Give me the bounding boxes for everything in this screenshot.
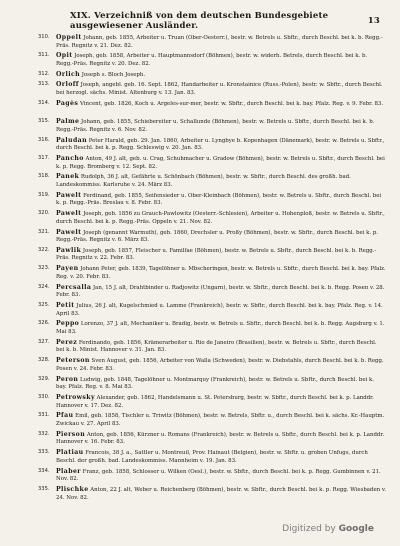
entry-details: Joseph, geb. 1856 zu Grauch-Pawlowitz (Oesterr.-Schlesien), Arbeiter u. Hohenploß, bestr. w. Betrels u. Sbftr., durch Beschl. bei k. p. Regg.-Präs. Oppeln v. 21. Nov. 82. [56, 211, 385, 225]
entry-surname: Petrowsky [56, 394, 95, 402]
entry-surname: Panek [56, 173, 80, 181]
list-item [38, 356, 386, 374]
entry-surname: Pawelt [56, 210, 82, 218]
entry-details: Julius, 26 J. alt, Kugelschmied u. Lamme (Frankreich), bestr. w. Sbftr., durch Beschl. bei k. bay. Pfalz. Reg. v. 14. April 83. [56, 303, 383, 317]
entry-text [56, 284, 386, 300]
entry-details: Vincent, geb. 1826, Koch u. Argeles-sur-mer, bestr. w. Sbftr., durch Beschl. bei k. bay. Pfalz. Reg. v. 9. Febr. 83. [78, 100, 384, 107]
list-item [38, 154, 386, 172]
entry-surname: Peron [56, 375, 79, 383]
entry-details: Emil, geb. 1858, Tischler u. Triwitz (Böhmen), bestr. w. Betrels, Sbftr. u., durch Beschl. bei k. sächs. Kr.-Hauptm. Zwickau v. 27. April 83. [56, 413, 385, 427]
entry-details: Alexander, geb. 1862, Handelsmann u. St. Petersburg, bestr. w. Sbftr., durch Beschl. bei k. p. Landdr. Hannover v. 17. Dez. 82. [56, 395, 374, 409]
entry-text [56, 468, 386, 484]
list-item [38, 172, 386, 190]
entry-details: Anton, geb. 1856, Kürzner u. Romans (Frankreich), bestr. w. Betrels u. Sbftr., durch Beschl. bei k. p. Landdr. Hannover v. 16. Febr. 83. [56, 431, 385, 446]
entry-number: 311. [38, 52, 50, 59]
entry-details: Lorenzo, 37 J. alt, Mechaniker u. Bradig, bestr. w. Betrels u. Sbftr., durch Beschl. bei k. b. Regg. Augsburg v. 1. Mai 83. [56, 321, 385, 336]
entry-details: Rudolph, 36 J. alt, Gefährte u. Schönbach (Böhmen), bestr. w. Sbftr., durch Beschl. des großh. bad. Landeskommiss. Karlsruhe v. 24. März 83. [56, 174, 351, 188]
list-item [38, 283, 386, 301]
entry-number: 316. [38, 136, 50, 143]
entry-details: Ludwig, geb. 1848, Tagelöhner u. Montmarquy (Frankreich), bestr. w. Betrels u. Sbftr., durch Beschl. bei k. bay. Pfalz. Reg. v. 8. Mai 83. [56, 376, 374, 391]
entry-text [56, 486, 386, 502]
entry-details: Johann Peter, geb. 1839, Tagelöhner u. Mbscheringen, bestr. w. Betrels u. Sbftr., durch Beschl. bei k. bay. Pfalz. Reg. v. 20. Febr. 83. [56, 266, 386, 280]
entry-surname: Pancho [56, 154, 84, 162]
entry-text [56, 173, 386, 189]
entry-surname: Orloff [56, 81, 79, 89]
entry-text [56, 71, 386, 79]
entry-surname: Peterson [56, 357, 90, 365]
page-title: XIX. Verzeichniß von dem deutschen Bundesgebiete ausgewiesener Ausländer. [70, 11, 329, 31]
entry-number: 313. [38, 81, 50, 88]
entry-text [56, 34, 386, 50]
entry-surname: Percsalla [56, 283, 92, 291]
entry-number: 323. [38, 265, 50, 272]
entry-text [56, 210, 386, 226]
entry-text [56, 394, 386, 410]
entry-text [56, 192, 386, 208]
entry-surname: Plaber [56, 467, 81, 475]
entry-number: 330. [38, 394, 50, 401]
entry-details: Ferdinand, geb. 1855, Seifensieder u. Ober-Kleinbach (Böhmen), bestr. w. Betrels u. Sbftr., durch Beschl. bei k. p. Regg.-Präs. Breslau v. 8. Febr. 83. [56, 192, 382, 207]
entry-list [38, 33, 386, 503]
list-item [38, 228, 386, 246]
entry-surname: Platiau [56, 449, 84, 457]
entry-number: 319. [38, 191, 50, 198]
entry-text [56, 100, 386, 116]
entry-text [56, 412, 386, 428]
entry-number: 322. [38, 246, 50, 253]
list-item [38, 117, 386, 135]
entry-details: Francois, 38 J. a., Sattler u. Montreuil, Prov. Hainaut (Belgien), bestr. w. Sbftr. u. groben Unfugs, durch Beschl. der großh. bad. Landeskommiss. Mannheim v. 19. Jan. 83. [56, 450, 368, 464]
entry-number: 327. [38, 338, 50, 345]
entry-surname: Perez [56, 338, 78, 346]
list-item [38, 191, 386, 209]
list-item [38, 246, 386, 264]
entry-number: 317. [38, 154, 50, 161]
entry-text [56, 320, 386, 336]
entry-number: 328. [38, 357, 50, 364]
entry-number: 335. [38, 485, 50, 492]
list-item [38, 430, 386, 448]
entry-surname: Payen [56, 265, 79, 273]
entry-text [56, 247, 386, 263]
page-header [70, 11, 380, 31]
entry-surname: Pawlik [56, 246, 82, 254]
list-item [38, 448, 386, 466]
entry-text [56, 229, 386, 245]
entry-number: 320. [38, 210, 50, 217]
entry-text [56, 155, 386, 171]
list-item [38, 33, 386, 51]
entry-details: Johann, geb. 1855, Arbeiter u. Truan (Ober-Oesterr.), bestr. w. Betrels u. Sbftr., durch Beschl. bei k. b. Regg.-Präs. Regnitz v. 21. Dez. 82. [56, 35, 383, 49]
list-item [38, 338, 386, 356]
list-item [38, 301, 386, 319]
entry-surname: Opit [56, 52, 73, 60]
entry-surname: Pierson [56, 430, 86, 438]
entry-details: Franz, geb. 1858, Schlosser u. Wilken (Oesl.), bestr. w. Sbftr., durch Beschl. bei k. p. Regg. Gumbinnen v. 21. Nov. 82. [56, 468, 381, 483]
entry-surname: Pawelt [56, 191, 82, 199]
entry-number: 325. [38, 302, 50, 309]
list-item [38, 136, 386, 154]
list-item [38, 467, 386, 485]
list-item [38, 99, 386, 117]
entry-text [56, 302, 386, 318]
entry-text [56, 81, 386, 97]
entry-details: Johann, geb. 1855, Schiebereiter u. Schallunde (Böhmen), bestr. w. Betrels u. Sbftr., durch Beschl. bei k. b. Regg.-Präs. Regnitz v. 6. Nov. 82. [56, 119, 375, 133]
entry-number: 324. [38, 283, 50, 290]
page-number: 13 [367, 16, 380, 26]
entry-text [56, 137, 386, 153]
entry-surname: Paludan [56, 136, 87, 144]
entry-number: 329. [38, 375, 50, 382]
footer-text: Digitized by [282, 524, 339, 534]
entry-details: Joseph (genannt Warmuth), geb. 1860, Drechsler u. Proßy (Böhmen), bestr. w. Sbftr., durch Beschl. bei k. p. Regg.-Präs. Regnitz v. 6. März 83. [56, 229, 378, 244]
list-item [38, 375, 386, 393]
entry-details: Anton, 49 J. alt, geb. u. Crag, Schuhmacher u. Gradow (Böhmen), bestr. w. Betrels u. Sbftr., durch Beschl. bei k. p. Regg. Bromberg v. 12. Sept. 82. [56, 155, 385, 170]
entry-number: 333. [38, 449, 50, 456]
entry-number: 314. [38, 99, 50, 106]
entry-surname: Oppelt [56, 34, 82, 41]
entry-surname: Peppo [56, 320, 80, 328]
list-item [38, 51, 386, 69]
entry-text [56, 265, 386, 281]
digitization-footer [282, 524, 374, 534]
entry-details: Peter Harald, geb. 29. Jan. 1860, Arbeiter u. Lyngbye b. Kopenhagen (Dänemark), bestr. w. Betrels u. Sbftr., durch Beschl. bei k. p. Regg. Schleswig v. 20. Jan. 83. [56, 137, 385, 152]
google-logo-text: Google [338, 524, 374, 534]
list-item [38, 411, 386, 429]
entry-details: Joseph, geb. 1858, Arbeiter u. Hauptmannsdorf (Böhmen), bestr. w. widerh. Betrels, durch Beschl. bei k. b. Regg.-Präs. Regnitz v. 20. Dez. 82. [56, 53, 368, 67]
entry-details: Joseph s. Bloch Joseph. [80, 71, 146, 78]
entry-surname: Pawelt [56, 228, 82, 236]
entry-number: 312. [38, 70, 50, 77]
entry-number: 326. [38, 320, 50, 327]
entry-text [56, 118, 386, 134]
entry-details: Jan, 15 J. alt, Drahtbinder u. Radjowitz (Ungarn), bestr. w. Sbftr., durch Beschl. bei k. b. Regg. Posen v. 28. Febr. 83. [56, 284, 385, 299]
entry-number: 334. [38, 467, 50, 474]
entry-number: 321. [38, 228, 50, 235]
list-item [38, 80, 386, 98]
entry-text [56, 376, 386, 392]
entry-text [56, 52, 386, 68]
entry-text [56, 449, 386, 465]
entry-details: Ferdinando, geb. 1856, Krämerarbeiter u. Rio de Janeiro (Brasilien), bestr. w. Betrels u. Sbftr., durch Beschl. bei k. b. Minist. Hannover v. 31. Jan. 83. [56, 339, 377, 354]
entry-details: Joseph, angebl. geb. 16. Sept. 1862, Handarbeiter u. Kronstainice (Russ.-Polen), bestr. w. Sbftr., durch Beschl. bei herzogl. sächs. Minist. Altenburg v. 13. Jan. 83. [56, 82, 383, 96]
entry-number: 318. [38, 173, 50, 180]
list-item [38, 319, 386, 337]
entry-surname: Orlich [56, 70, 81, 78]
list-item [38, 209, 386, 227]
entry-surname: Petit [56, 302, 75, 310]
entry-surname: Pfau [56, 412, 74, 420]
entry-surname: Plischke [56, 485, 89, 493]
list-item [38, 393, 386, 411]
entry-number: 331. [38, 412, 50, 419]
entry-details: Joseph, geb. 1857, Fleischer u. Familfae (Böhmen), bestr. w. Betrels u. Sbftr., durch Beschl. bei k. b. Regg.-Präs. Regnitz v. 22. Febr. 83. [56, 247, 377, 262]
entry-details: Sven August, geb. 1856, Arbeiter von Walla (Schweden), bestr. w. Diebstahls, durch Beschl. bei k. b. Regg. Posen v. 24. Febr. 83. [56, 358, 384, 372]
entry-details: Anton, 22 J. alt, Weber u. Reichenberg (Böhmen), bestr. w. Sbftr., durch Beschl. bei k. p. Regg. Wiesbaden v. 24. Nov. 82. [56, 486, 386, 501]
list-item [38, 70, 386, 81]
entry-number: 315. [38, 118, 50, 125]
entry-surname: Pagès [56, 99, 79, 107]
entry-text [56, 431, 386, 447]
list-item [38, 485, 386, 503]
entry-text [56, 339, 386, 355]
entry-surname: Palme [56, 118, 80, 126]
entry-number: 332. [38, 430, 50, 437]
entry-text [56, 357, 386, 373]
list-item [38, 264, 386, 282]
entry-number: 310. [38, 34, 50, 40]
